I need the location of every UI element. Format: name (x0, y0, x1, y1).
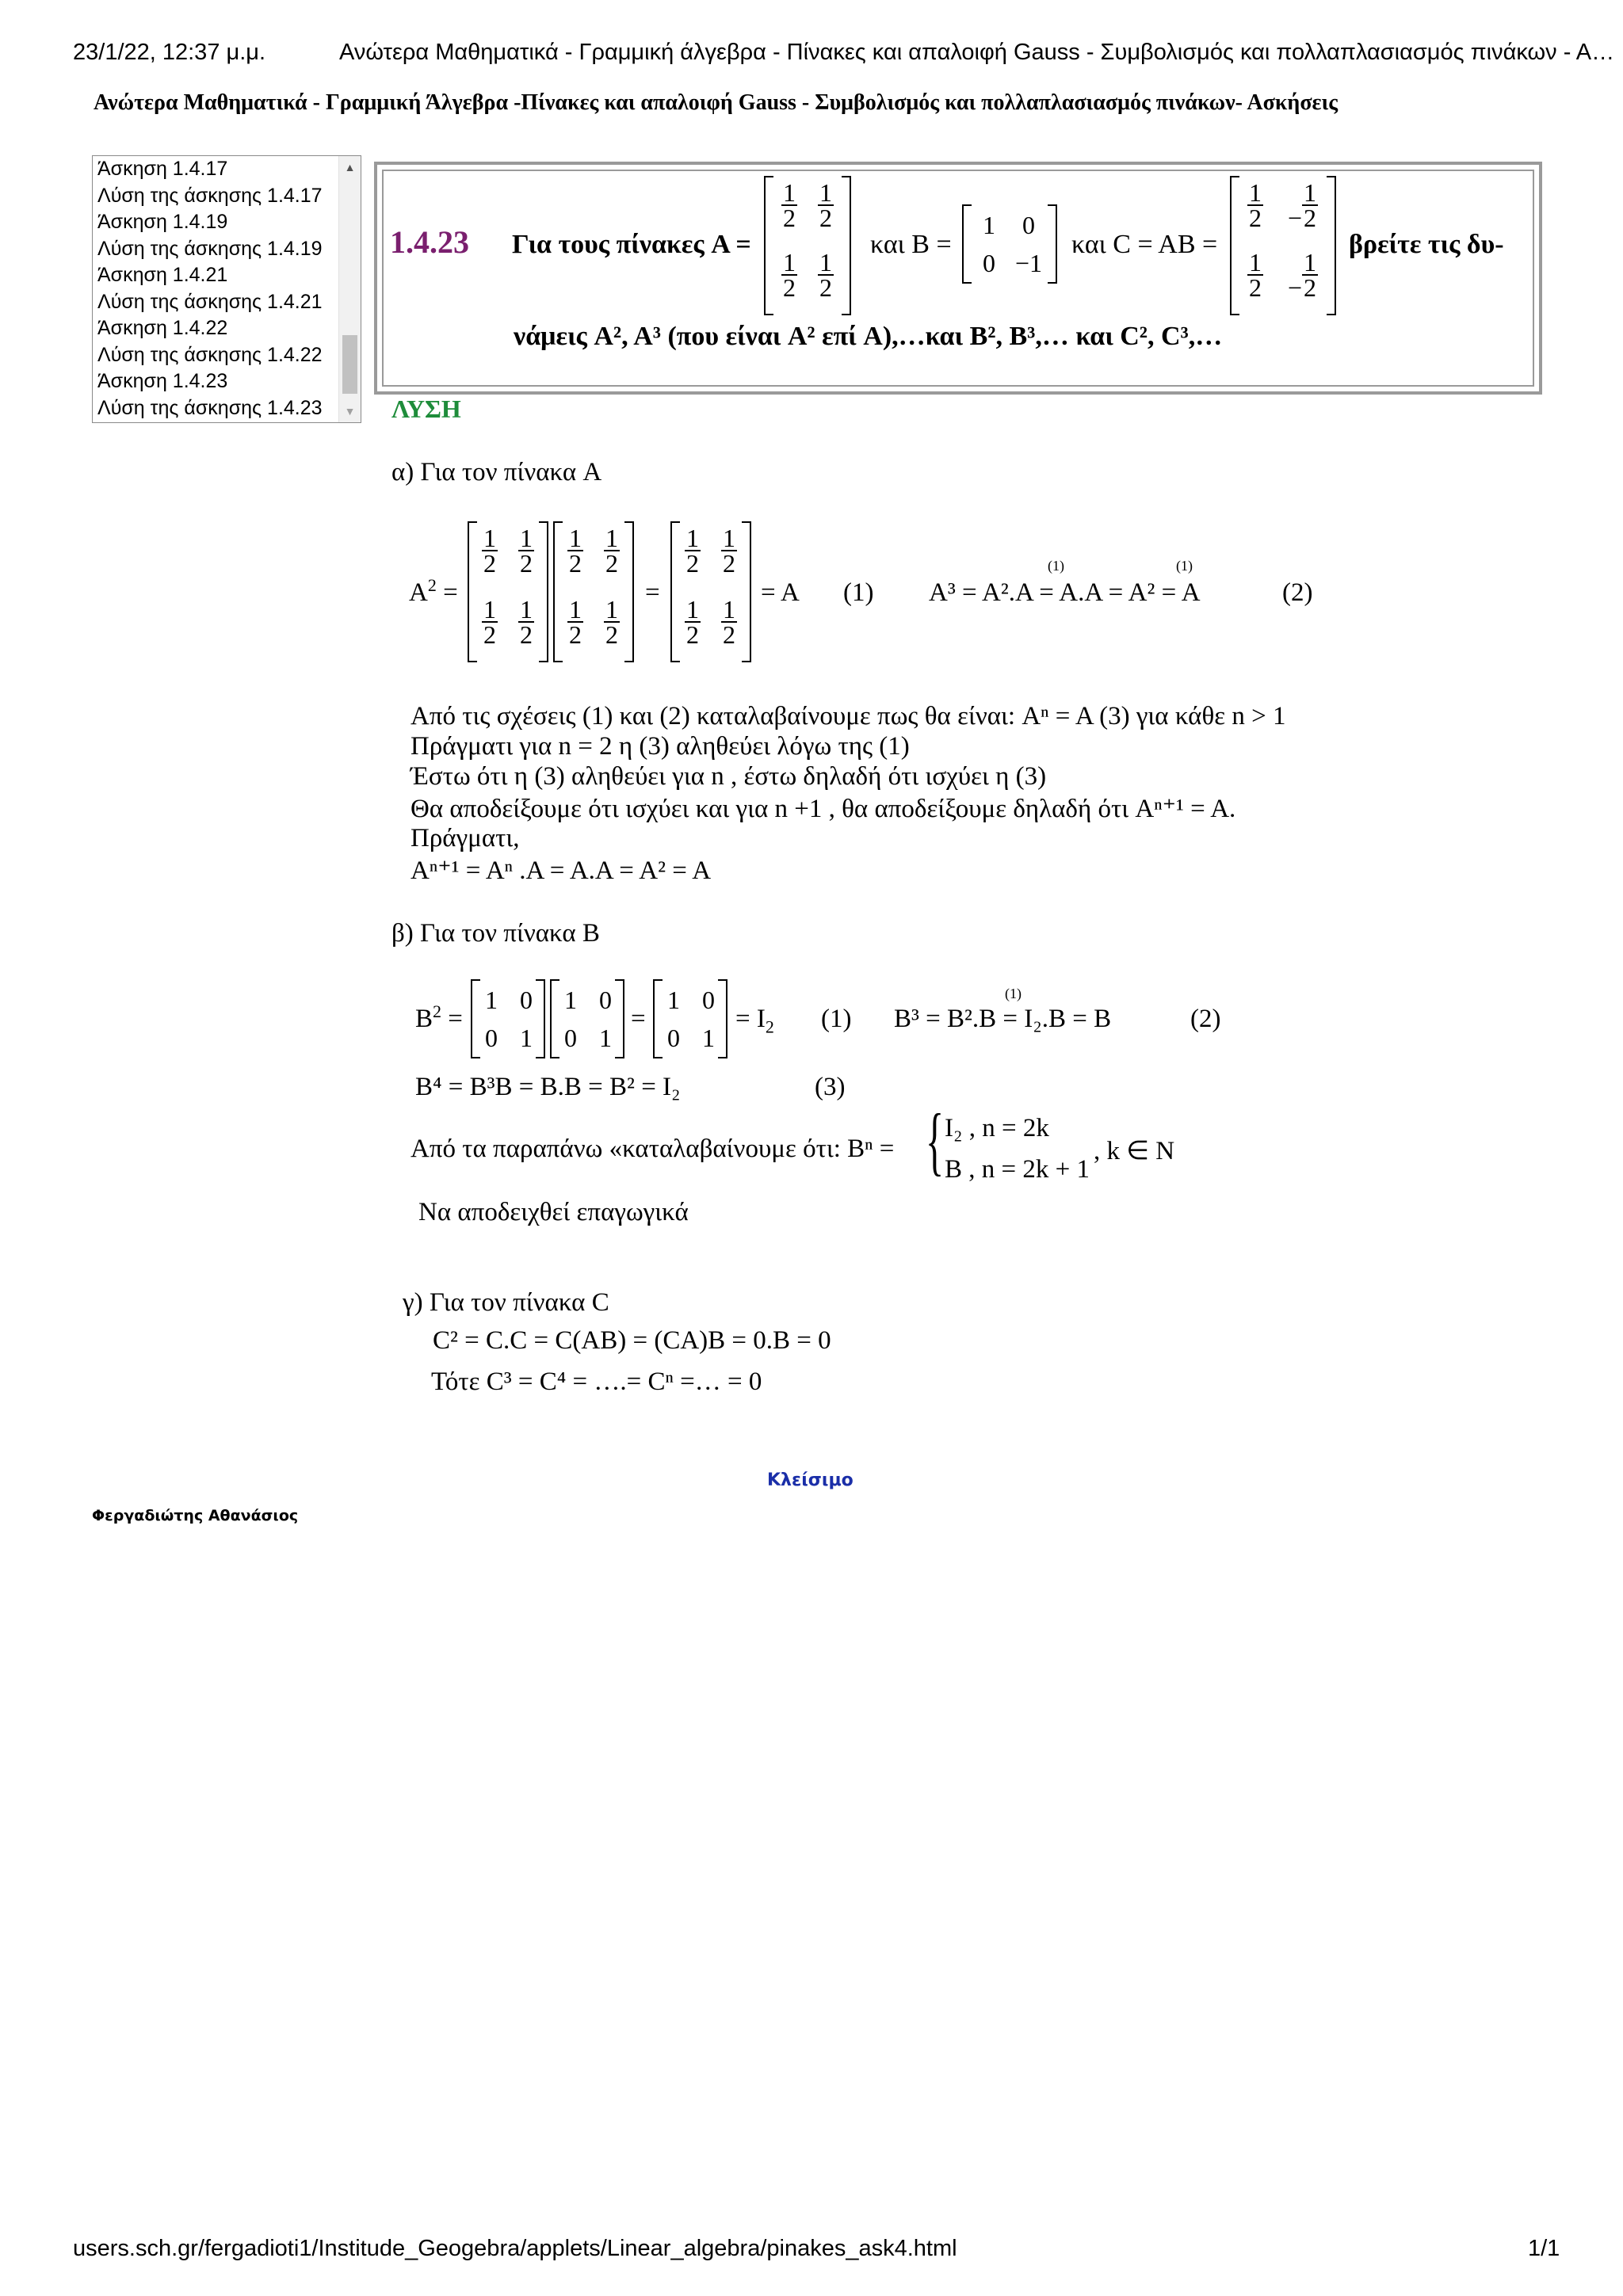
part-b-title: β) Για τον πίνακα B (391, 919, 600, 948)
a-squared-label: $A^2$ = (409, 575, 458, 607)
list-item[interactable]: Λύση της άσκησης 1.4.19 (97, 237, 323, 260)
part-c-eq-1: C² = C.C = C(AB) = (CA)B = 0.B = 0 (433, 1326, 831, 1355)
part-a-line: Θα αποδείξουμε ότι ισχύει και για n +1 , θα αποδείξουμε δηλαδή ότι Aⁿ⁺¹ = A. (411, 795, 1236, 823)
part-a-title: α) Για τον πίνακα A (391, 458, 602, 486)
list-item[interactable]: Λύση της άσκησης 1.4.23 (97, 396, 323, 419)
brace-icon: { (926, 1098, 945, 1183)
matrix-b-left: 1 0 0 1 (471, 979, 545, 1058)
print-datetime: 23/1/22, 12:37 μ.μ. (73, 40, 266, 65)
exercise-box (374, 162, 1542, 395)
part-b-conclusion: Από τα παραπάνω «καταλαβαίνουμε ότι: Bⁿ = (411, 1135, 895, 1163)
list-item[interactable]: Λύση της άσκησης 1.4.17 (97, 184, 323, 207)
list-item[interactable]: Λύση της άσκησης 1.4.22 (97, 343, 323, 366)
part-b-case-2: B , n = 2k + 1 (945, 1155, 1090, 1184)
solution-label: ΛΥΣΗ (391, 395, 461, 423)
scroll-up-arrow-icon[interactable]: ▲ (344, 161, 356, 174)
exercise-and-1: και B = (870, 230, 952, 259)
part-a-eq-2: A³ = A².A = A.A = A² = A (929, 578, 1201, 607)
matrix-b: 1 0 0 −1 (962, 204, 1057, 284)
part-b-eq-2: B³ = B².B = I₂.B = B (894, 1005, 1112, 1033)
matrix-b-right: 1 0 0 1 (550, 979, 624, 1058)
list-item[interactable]: Άσκηση 1.4.17 (97, 158, 228, 180)
part-b-eq-3: B⁴ = B³B = B.B = B² = I₂ (415, 1073, 681, 1101)
print-page-number: 1/1 (1528, 2236, 1560, 2261)
part-a-line: Πράγματι, (411, 824, 520, 852)
exercise-text-line2: νάμεις A², A³ (που είναι A² επί A),…και B², B³,… και C², C³,… (514, 322, 1223, 351)
scroll-thumb[interactable] (342, 335, 357, 394)
part-b-eq-label-2: (2) (1190, 1005, 1221, 1033)
exercise-listbox[interactable] (92, 155, 361, 423)
b-squared-label: $B^2$ = (415, 1001, 463, 1033)
matrix-a-right: $\frac{1}{2}$ $\frac{1}{2}$ $\frac{1}{2}$ $\frac{1}{2}$ (553, 521, 634, 662)
exercise-number: 1.4.23 (390, 224, 469, 260)
list-item[interactable]: Άσκηση 1.4.23 (97, 370, 228, 392)
exercise-and-2: και C = AB = (1071, 230, 1218, 259)
part-b-induction: Να αποδειχθεί επαγωγικά (418, 1198, 689, 1226)
matrix-a: $\frac{1}{2}$ $\frac{1}{2}$ $\frac{1}{2}$ $\frac{1}{2}$ (764, 176, 851, 315)
part-a-line: Πράγματι για n = 2 η (3) αληθεύει λόγω της (1) (411, 732, 910, 761)
print-url: users.sch.gr/fergadioti1/Institude_Geogebra/applets/Linear_algebra/pinakes_ask4.html (73, 2236, 957, 2261)
part-a-line: Από τις σχέσεις (1) και (2) καταλαβαίνουμε πως θα είναι: Aⁿ = A (3) για κάθε n > 1 (411, 702, 1286, 730)
matrix-a-left: $\frac{1}{2}$ $\frac{1}{2}$ $\frac{1}{2}$ $\frac{1}{2}$ (468, 521, 548, 662)
exercise-text-start: Για τους πίνακες A = (512, 230, 751, 259)
exercise-text-end: βρείτε τις δυ- (1349, 230, 1504, 259)
list-item[interactable]: Άσκηση 1.4.21 (97, 264, 228, 286)
part-b-eq-label-3: (3) (815, 1073, 846, 1101)
page-heading: Ανώτερα Μαθηματικά - Γραμμική Άλγεβρα -Πίνακες και απαλοιφή Gauss - Συμβολισμός και πολλαπλασιασμός πινάκων- Ασκήσεις (94, 90, 1338, 115)
author-name: Φεργαδιώτης Αθανάσιος (92, 1507, 299, 1524)
part-a-line: Aⁿ⁺¹ = Aⁿ .A = A.A = A² = A (411, 856, 712, 885)
scroll-down-arrow-icon[interactable]: ▼ (344, 405, 356, 418)
part-c-title: γ) Για τον πίνακα C (403, 1288, 609, 1317)
part-b-eq-label-1: (1) (821, 1005, 852, 1033)
part-c-eq-2: Τότε C³ = C⁴ = ….= Cⁿ =… = 0 (431, 1367, 762, 1396)
part-a-eq-label-1: (1) (843, 578, 874, 607)
listbox-scrollbar[interactable] (338, 156, 361, 422)
list-item[interactable]: Άσκηση 1.4.22 (97, 317, 228, 339)
part-a-line: Έστω ότι η (3) αληθεύει για n , έστω δηλαδή ότι ισχύει η (3) (411, 762, 1047, 791)
list-item[interactable]: Άσκηση 1.4.19 (97, 211, 228, 233)
part-a-eq-label-2: (2) (1282, 578, 1313, 607)
part-b-case-1: I₂ , n = 2k (945, 1114, 1049, 1142)
print-page-title: Ανώτερα Μαθηματικά - Γραμμική άλγεβρα - Πίνακες και απαλοιφή Gauss - Συμβολισμός και πολλαπλασιασμός πινάκων - Α… (339, 40, 1615, 65)
close-link[interactable]: Κλείσιμο (767, 1470, 854, 1490)
list-item[interactable]: Λύση της άσκησης 1.4.21 (97, 290, 323, 313)
matrix-c: $\frac{1}{2}$ − $\frac{1}{2}$ $\frac{1}{2}$ − $\frac{1}{2}$ (1230, 176, 1336, 315)
matrix-a-result: $\frac{1}{2}$ $\frac{1}{2}$ $\frac{1}{2}$ $\frac{1}{2}$ (670, 521, 751, 662)
part-b-k: , k ∈ N (1094, 1137, 1175, 1165)
matrix-b-result: 1 0 0 1 (653, 979, 727, 1058)
